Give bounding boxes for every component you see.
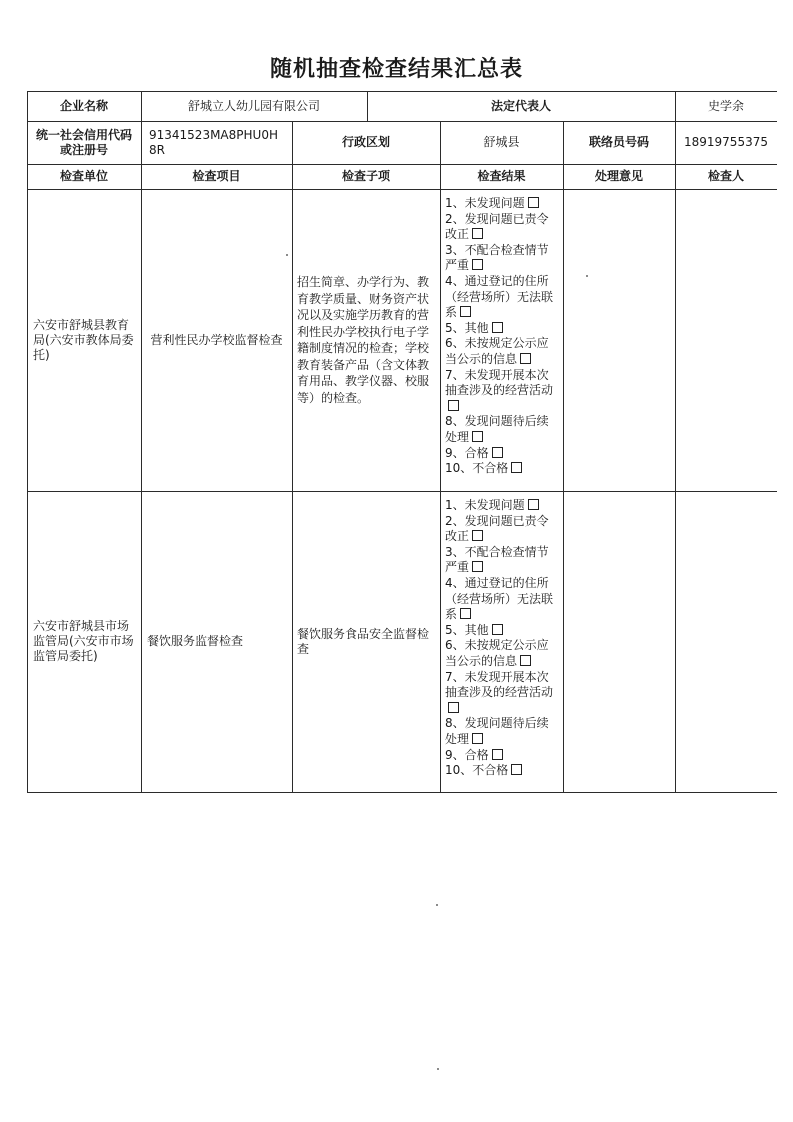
row1-unit: 六安市舒城县教育局(六安市教体局委托): [33, 317, 134, 362]
checkbox[interactable]: [528, 197, 539, 208]
legal-rep-label: 法定代表人: [490, 98, 551, 113]
result-option: [445, 336, 558, 367]
result-option: [445, 212, 558, 243]
column-header-inspector: 检查人: [707, 169, 744, 183]
row2-item: 餐饮服务监督检查: [147, 634, 244, 648]
result-option: [445, 748, 558, 764]
result-option-label: 2、发现问题已责令改正: [445, 513, 549, 544]
result-option-label: 5、其他: [445, 622, 489, 637]
checkbox[interactable]: [492, 624, 503, 635]
checkbox[interactable]: [472, 530, 483, 541]
result-option: [445, 576, 558, 623]
checkbox[interactable]: [492, 447, 503, 458]
checkbox[interactable]: [448, 400, 459, 411]
result-option-label: 9、合格: [445, 445, 489, 460]
checkbox[interactable]: [511, 462, 522, 473]
row1-result-list: [445, 196, 558, 477]
checkbox[interactable]: [460, 608, 471, 619]
checkbox[interactable]: [492, 749, 503, 760]
result-option: [445, 321, 558, 337]
result-option-label: 10、不合格: [445, 763, 509, 778]
region-label: 行政区划: [341, 135, 390, 149]
result-option: [445, 498, 558, 514]
page-title: 随机抽查检查结果汇总表: [269, 57, 523, 82]
checkbox[interactable]: [472, 431, 483, 442]
checkbox[interactable]: [528, 499, 539, 510]
result-option: [445, 461, 558, 477]
result-option-label: 6、未按规定公示应当公示的信息: [445, 638, 549, 668]
result-option-label: 7、未发现开展本次抽查涉及的经营活动: [445, 367, 554, 398]
result-option-label: 10、不合格: [445, 461, 509, 476]
credit-code-value: 91341523MA8PHU0H8R: [149, 127, 278, 157]
legal-rep-value: 史学余: [707, 98, 744, 113]
result-option: [445, 514, 558, 545]
contact-value: 18919755375: [684, 135, 768, 149]
result-option-label: 4、通过登记的住所（经营场所）无法联系: [445, 575, 554, 622]
result-option: [445, 545, 558, 576]
company-name-label: 企业名称: [59, 98, 108, 113]
row1-opinion: [563, 189, 675, 491]
result-option: [445, 414, 558, 445]
checkbox[interactable]: [520, 655, 531, 666]
checkbox[interactable]: [472, 228, 483, 239]
checkbox[interactable]: [511, 764, 522, 775]
checkbox[interactable]: [448, 702, 459, 713]
company-name-value: 舒城立人幼儿园有限公司: [187, 98, 320, 113]
result-option: [445, 670, 558, 717]
checkbox[interactable]: [460, 306, 471, 317]
row2-result-list: [445, 498, 558, 779]
result-option: [445, 274, 558, 321]
result-option: [445, 243, 558, 274]
result-option-label: 1、未发现问题: [445, 498, 525, 512]
result-option-label: 3、不配合检查情节严重: [445, 242, 549, 273]
result-option: [445, 623, 558, 639]
credit-code-label: 统一社会信用代码或注册号: [35, 127, 132, 157]
result-option-label: 4、通过登记的住所（经营场所）无法联系: [445, 273, 554, 320]
result-option: [445, 446, 558, 462]
checkbox[interactable]: [472, 259, 483, 270]
column-header-sub-item: 检查子项: [341, 169, 390, 183]
row1-sub-item: 招生简章、办学行为、教育教学质量、财务资产状况以及实施学历教育的营利性民办学校执行电子学籍制度情况的检查；学校教育装备产品（含文体教育用品、教学仪器、校服等）的检查。: [297, 275, 430, 405]
result-option-label: 1、未发现问题: [445, 196, 525, 210]
result-option: [445, 368, 558, 415]
column-header-result: 检查结果: [477, 169, 526, 183]
row2-inspector: [675, 491, 777, 792]
column-header-opinion: 处理意见: [594, 169, 643, 183]
result-table: [27, 91, 777, 793]
result-option-label: 3、不配合检查情节严重: [445, 544, 549, 575]
scan-speck: [437, 1068, 439, 1070]
row1-inspector: [675, 189, 777, 491]
result-option-label: 5、其他: [445, 320, 489, 335]
contact-label: 联络员号码: [588, 135, 649, 149]
checkbox[interactable]: [492, 322, 503, 333]
row1-item: 营利性民办学校监督检查: [150, 332, 283, 347]
row2-unit: 六安市舒城县市场监管局(六安市市场监管局委托): [33, 619, 134, 663]
result-option: [445, 763, 558, 779]
column-header-item: 检查项目: [192, 169, 241, 183]
result-option: [445, 716, 558, 747]
result-option-label: 6、未按规定公示应当公示的信息: [445, 336, 549, 366]
result-option-label: 2、发现问题已责令改正: [445, 211, 549, 242]
scan-speck: [586, 275, 588, 277]
result-option-label: 8、发现问题待后续处理: [445, 414, 549, 444]
scan-speck: [436, 904, 438, 906]
result-option-label: 9、合格: [445, 747, 489, 762]
result-option: [445, 638, 558, 669]
result-option-label: 7、未发现开展本次抽查涉及的经营活动: [445, 669, 554, 700]
row2-sub-item: 餐饮服务食品安全监督检查: [297, 626, 430, 656]
result-option: [445, 196, 558, 212]
scan-speck: [286, 254, 288, 256]
result-option-label: 8、发现问题待后续处理: [445, 716, 549, 746]
region-value: 舒城县: [483, 135, 520, 149]
row2-opinion: [563, 491, 675, 792]
column-header-unit: 检查单位: [59, 169, 108, 183]
checkbox[interactable]: [472, 733, 483, 744]
checkbox[interactable]: [520, 353, 531, 364]
checkbox[interactable]: [472, 561, 483, 572]
